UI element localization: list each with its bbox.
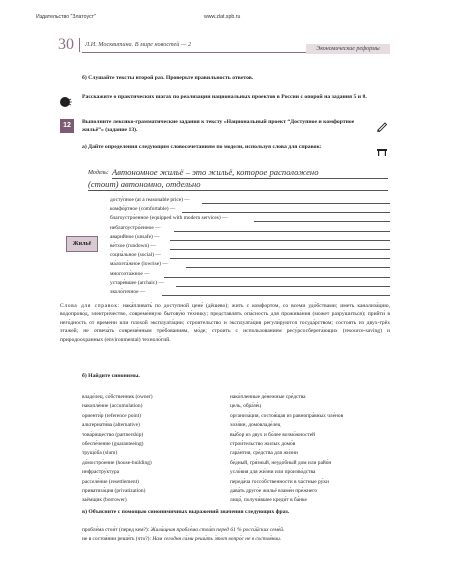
list-item: това́рищество (partnership) bbox=[82, 431, 144, 438]
list-item: накопле́ние (accumulation) bbox=[82, 403, 143, 410]
list-item: организа́ция, состоя́щая из равнопра́вных чле́нов bbox=[230, 412, 344, 419]
list-item: до́мостро́ение (house-building) bbox=[82, 459, 152, 466]
publisher-line bbox=[36, 14, 416, 20]
list-item: гара́нтия, сре́дства для жи́зни bbox=[230, 450, 298, 457]
reference-lead: Слова для справок: bbox=[60, 303, 120, 309]
explain-lines bbox=[82, 526, 392, 544]
task-listen-again: б) Слушайте тексты второй раз. Проверьте правильность ответов. bbox=[82, 75, 254, 81]
synonyms-right bbox=[230, 393, 400, 506]
list-item: владе́лец, со́бственник (owner) bbox=[82, 394, 153, 400]
list-item: усло́вия для жи́зни или произво́дства bbox=[230, 469, 316, 476]
task-define: а) Дайте определения следующим словосочетаниям по модели, используя слова для справок: bbox=[82, 144, 322, 150]
list-item: ма́лоэта́жное (lowrise) — bbox=[110, 261, 168, 268]
list-item: переда́ча госсо́бственности в ча́стные ру́ки bbox=[230, 478, 329, 485]
adjective-list bbox=[110, 196, 390, 297]
section-tag: Экономические реформы bbox=[306, 44, 390, 54]
list-item: расселе́ние (resettlement) bbox=[82, 478, 139, 485]
list-item: обеспе́чение (guaranteeing) bbox=[82, 441, 144, 448]
exercise-text: Выполните лексико-грамматические задания к тексту «Национальный проект “Доступное и комфортное жильё”» (задание 13). bbox=[82, 119, 355, 133]
list-item: неблагоустро́енное — bbox=[110, 224, 161, 231]
task-tell: Расскажите о практических шагах по реализации национальных проектов в России с опорой на задания 5 и 8. bbox=[82, 94, 367, 100]
publisher-name: Издательство "Златоуст" bbox=[36, 14, 96, 20]
publisher-url[interactable]: www.zlat.spb.ru bbox=[204, 14, 241, 20]
synonyms-left bbox=[82, 393, 222, 506]
list-item: досту́пное (at a reasonable price) — bbox=[110, 197, 190, 203]
model-label: Модель: bbox=[88, 170, 109, 176]
list-item: не в состоя́нии реши́ть (что?): Нам сегодня са́ми реши́ть э́тот вопро́с не в состоя́нии. bbox=[82, 536, 282, 542]
list-item: бе́дный, гря́зный, неудо́бный дом или райо́н bbox=[230, 459, 332, 466]
header-rule bbox=[82, 52, 306, 53]
reference-words bbox=[60, 302, 390, 344]
page-header bbox=[58, 36, 390, 54]
list-item: социа́льное (social) — bbox=[110, 252, 161, 259]
reference-text: нака́пливать́ по доступной цене́ (дёшево); жить с комфортом, со всеми удо́бствами; иметь канализа́цию, водопрово́д, электри́чество, совреме́нную бытову́ю те́хнику; представлять опа́сность для прожива́ния (может разру́шиться); прийти́ в него́дность от времени или плохой эксплуата́ции; строительство и эксплуата́ция регули́руются госуда́рством; состоять из двух-трёх этажей; не отвеча́ть совреме́нным тре́бованиям, мо́де; строить с использованием ресу́рсосберега́ющих (resource-saving) и природоохранных (environmental) техноло́гий. bbox=[60, 303, 390, 343]
list-item: трущо́ба (slum) bbox=[82, 450, 118, 457]
list-item: аварийное (unsafe) — bbox=[110, 233, 160, 240]
header-divider bbox=[79, 38, 80, 52]
running-title: Л.И. Москвитина. В мире новостей — 2 bbox=[85, 41, 192, 48]
list-item: ве́тхое (rundown) — bbox=[110, 242, 156, 249]
list-item: альтернати́ва (alternative) bbox=[82, 422, 140, 429]
explain-title: в) Объясните с помощью синонимичных выражений значения следующих фраз. bbox=[82, 509, 290, 515]
pencil-icon bbox=[376, 119, 388, 131]
list-item: многоэта́жное — bbox=[110, 270, 150, 277]
list-item: нако́пленные де́нежные сре́дства bbox=[230, 394, 306, 400]
list-item: лицо́, получи́вшее креди́т в ба́нке bbox=[230, 497, 307, 504]
list-item: эколо́гичное — bbox=[110, 288, 146, 295]
model-line-1: Автономное жильё – это жильё, которое расположено bbox=[112, 167, 388, 179]
list-item: дава́ть друго́е жильё взаме́н пре́жнего bbox=[230, 488, 318, 495]
page-number: 30 bbox=[58, 36, 74, 53]
list-item: устаре́вшее (archaic) — bbox=[110, 279, 164, 286]
list-item: строи́тельство жилых домо́в bbox=[230, 441, 296, 448]
speaking-head-icon bbox=[60, 95, 72, 107]
exercise-number: 12 bbox=[60, 119, 74, 133]
list-item: цель, обра́зе́ц bbox=[230, 403, 262, 410]
list-item: приватиза́ция (privatization) bbox=[82, 488, 146, 495]
list-item: вы́бор из двух и бо́лее возмо́жностей bbox=[230, 431, 315, 438]
reference-icon bbox=[376, 144, 388, 154]
list-item: хозя́ин, домовладе́лец bbox=[230, 422, 281, 429]
list-item: инфрастру́ктура bbox=[82, 469, 120, 476]
list-item: заёмщик (borrower) bbox=[82, 497, 127, 504]
list-item: ориенти́р (reference point) bbox=[82, 412, 141, 419]
model-line-2: (стоит) автономно, отдельно bbox=[88, 179, 388, 191]
list-item: пробле́ма стои́т (перед кем?): Жили́щная пробле́ма стои́т перед 61 % росси́йских семе́й. bbox=[82, 527, 285, 533]
noun-box: Жильё bbox=[66, 236, 98, 252]
synonyms-title: б) Найдите синонимы. bbox=[82, 373, 140, 379]
list-item: благоустро́енное (equipped with modern services) — bbox=[110, 215, 228, 222]
list-item: комфо́ртное (comfortable) — bbox=[110, 206, 176, 213]
